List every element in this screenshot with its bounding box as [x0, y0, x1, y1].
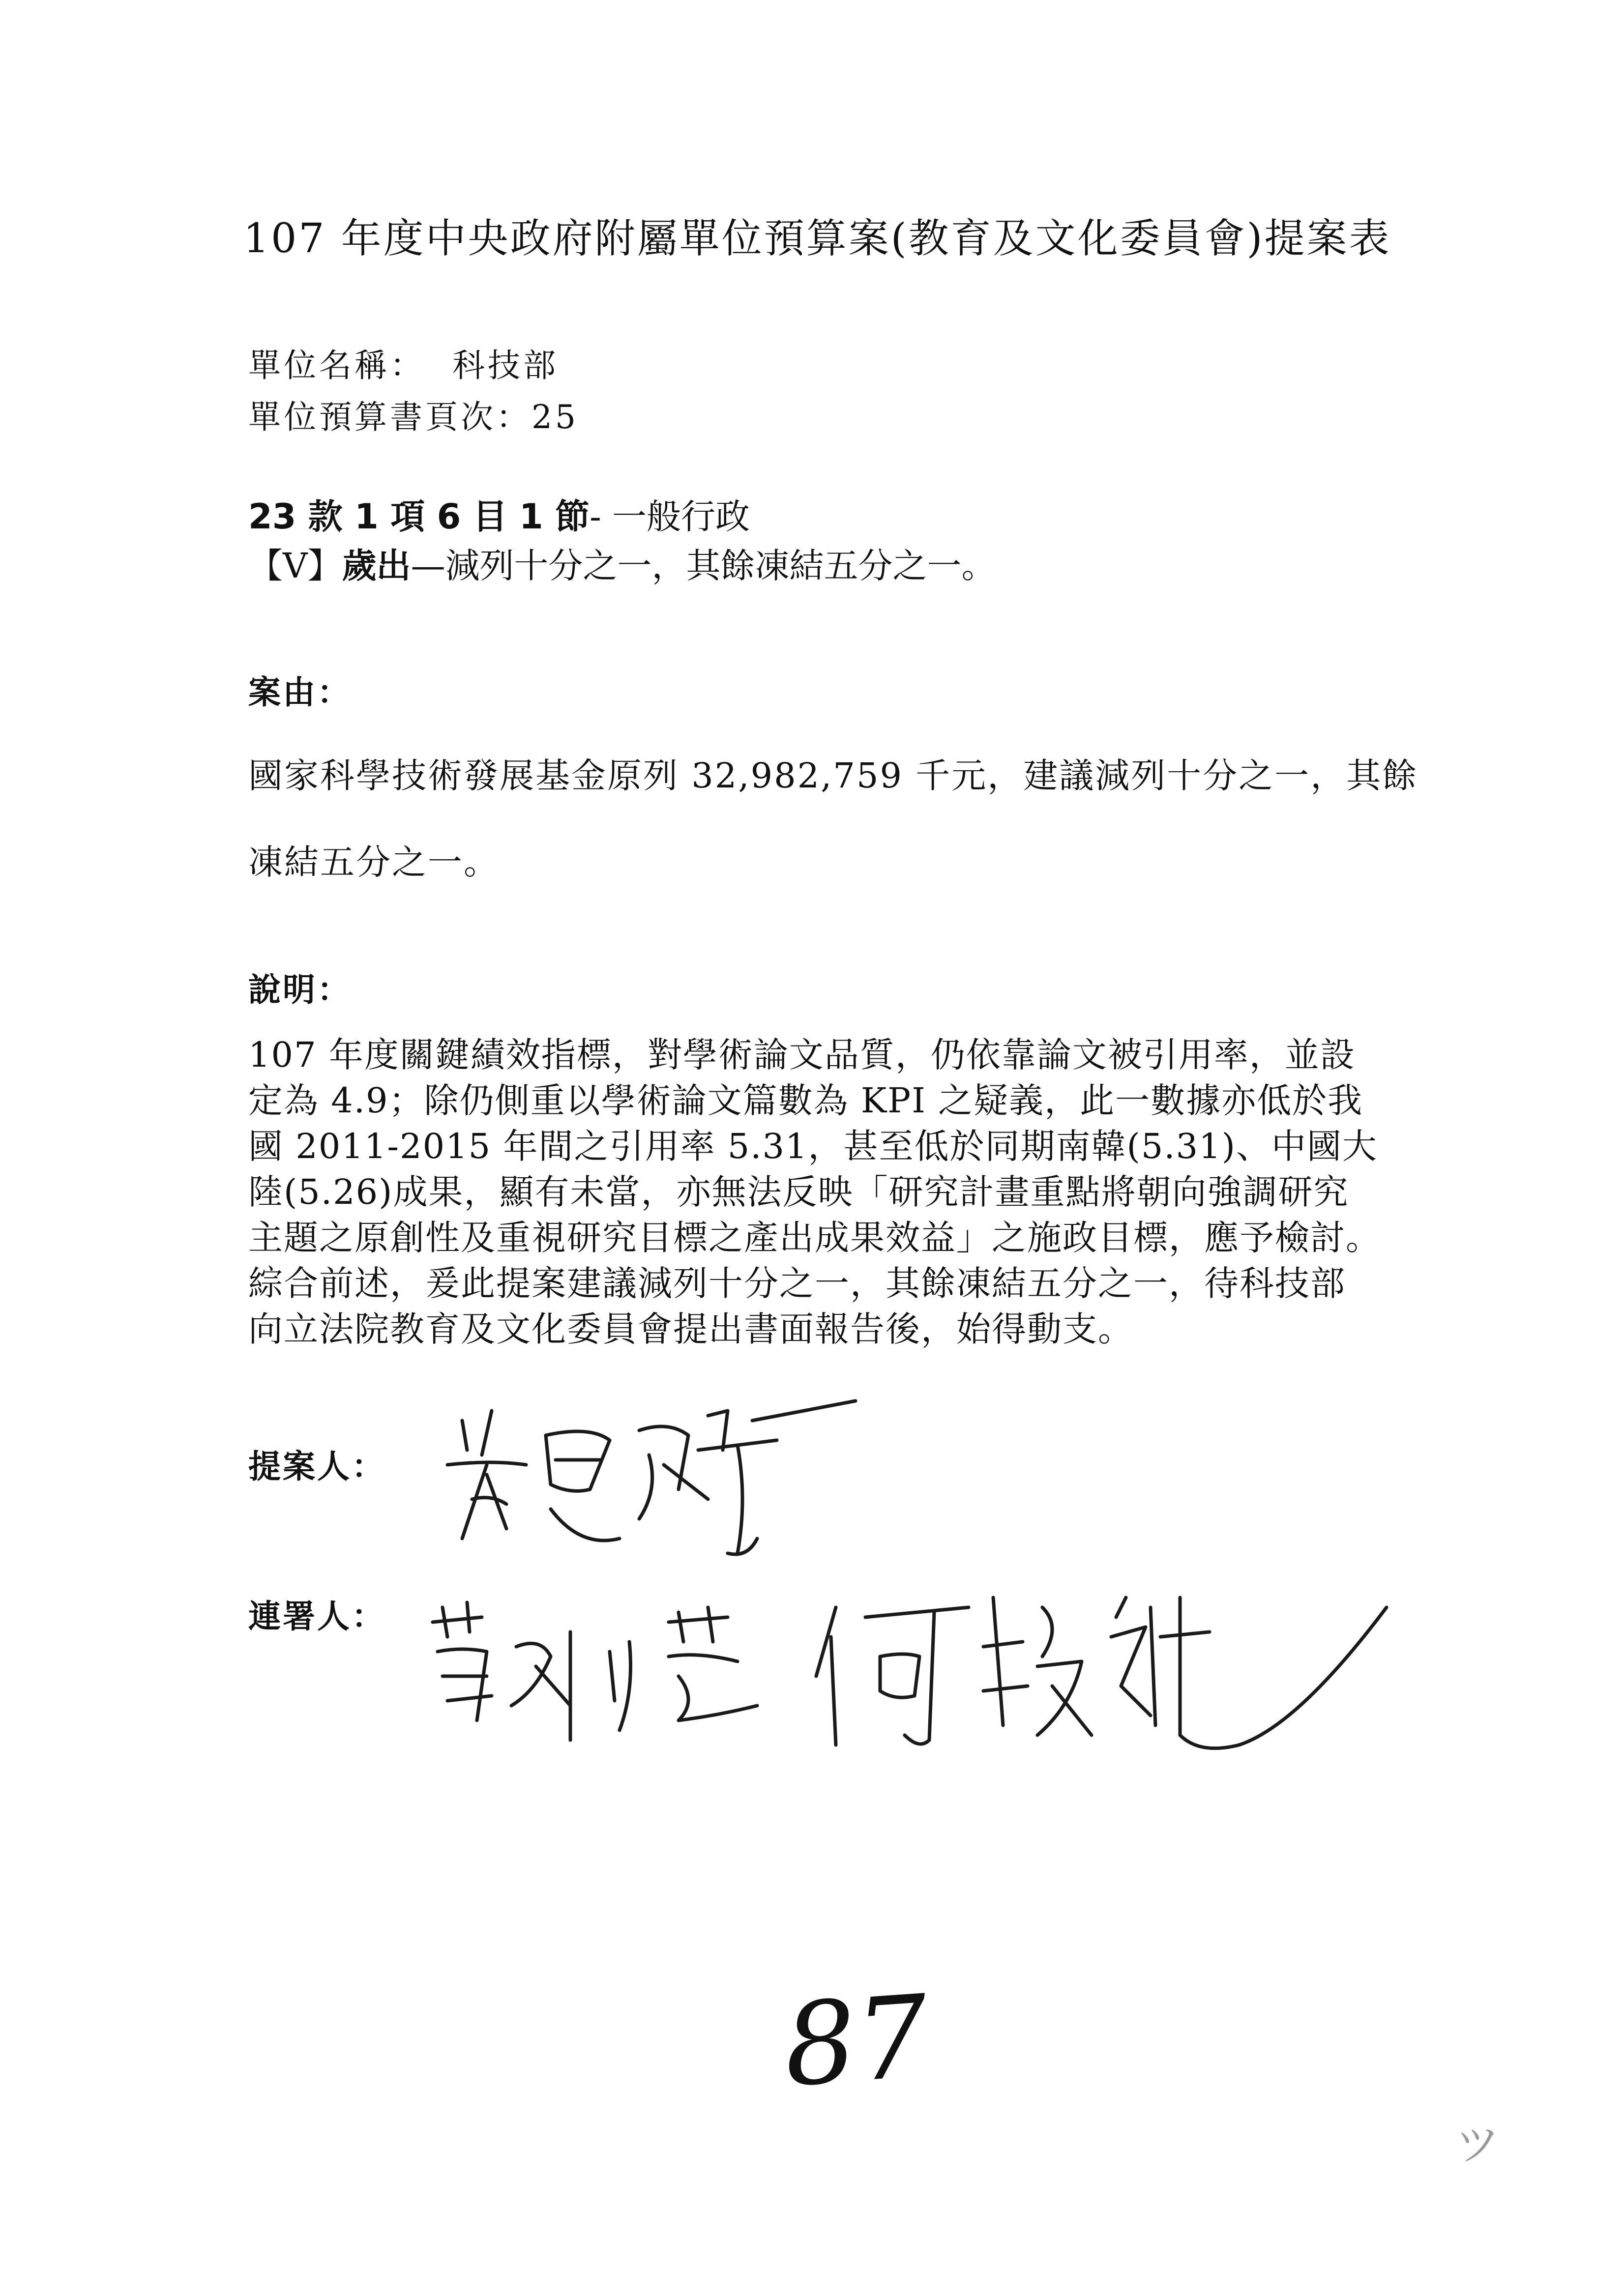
- page-title: 107 年度中央政府附屬單位預算案(教育及文化委員會)提案表: [243, 215, 1391, 262]
- handwritten-page-number: 87: [780, 1971, 933, 2112]
- proposer-label: 提案人：: [248, 1448, 386, 1485]
- checkbox-mark: 【V】: [248, 546, 342, 586]
- cosigner-signature-1: [423, 1593, 767, 1760]
- explanation-heading: 說明：: [248, 971, 352, 1009]
- unit-name-value: 科技部: [452, 347, 559, 384]
- unit-name-label: 單位名稱：: [248, 347, 425, 384]
- explanation-line: 國 2011-2015 年間之引用率 5.31，甚至低於同期南韓(5.31)、中國大: [248, 1126, 1378, 1166]
- unit-page-row: [248, 391, 579, 437]
- explanation-line: 定為 4.9；除仍側重以學術論文篇數為 KPI 之疑義，此一數據亦低於我: [248, 1080, 1363, 1121]
- explanation-body: [248, 1032, 1428, 1352]
- budget-action: —減列十分之一，其餘凍結五分之一。: [411, 546, 996, 586]
- section-code-row: [248, 489, 750, 539]
- unit-name-row: [248, 339, 559, 386]
- explanation-line: 向立法院教育及文化委員會提出書面報告後，始得動支。: [248, 1309, 1133, 1349]
- cosigner-signature-2: [806, 1578, 1396, 1774]
- explanation-line: 主題之原創性及重視研究目標之產出成果效益」之施政目標，應予檢討。: [248, 1218, 1381, 1258]
- proposer-signature: [433, 1391, 865, 1578]
- unit-page-value: 25: [531, 398, 579, 436]
- action-row: [248, 538, 996, 588]
- explanation-line: 綜合前述，爰此提案建議減列十分之一，其餘凍結五分之一，待科技部: [248, 1263, 1346, 1304]
- unit-page-label: 單位預算書頁次：: [248, 398, 531, 436]
- budget-code-dash: -: [590, 496, 613, 537]
- corner-mark: ツ: [1455, 2119, 1500, 2171]
- budget-section-name: 一般行政: [612, 496, 750, 537]
- budget-category: 歲出: [342, 546, 411, 586]
- cosigner-label: 連署人：: [248, 1598, 386, 1635]
- explanation-line: 陸(5.26)成果，顯有未當，亦無法反映「研究計畫重點將朝向強調研究: [248, 1172, 1349, 1212]
- budget-code: 23 款 1 項 6 目 1 節: [248, 496, 590, 537]
- explanation-line: 107 年度關鍵績效指標，對學術論文品質，仍依靠論文被引用率，並設: [248, 1035, 1356, 1075]
- reason-heading: 案由：: [248, 673, 352, 711]
- reason-text: 國家科學技術發展基金原列 32,982,759 千元，建議減列十分之一，其餘凍結五分之一。: [248, 756, 1418, 882]
